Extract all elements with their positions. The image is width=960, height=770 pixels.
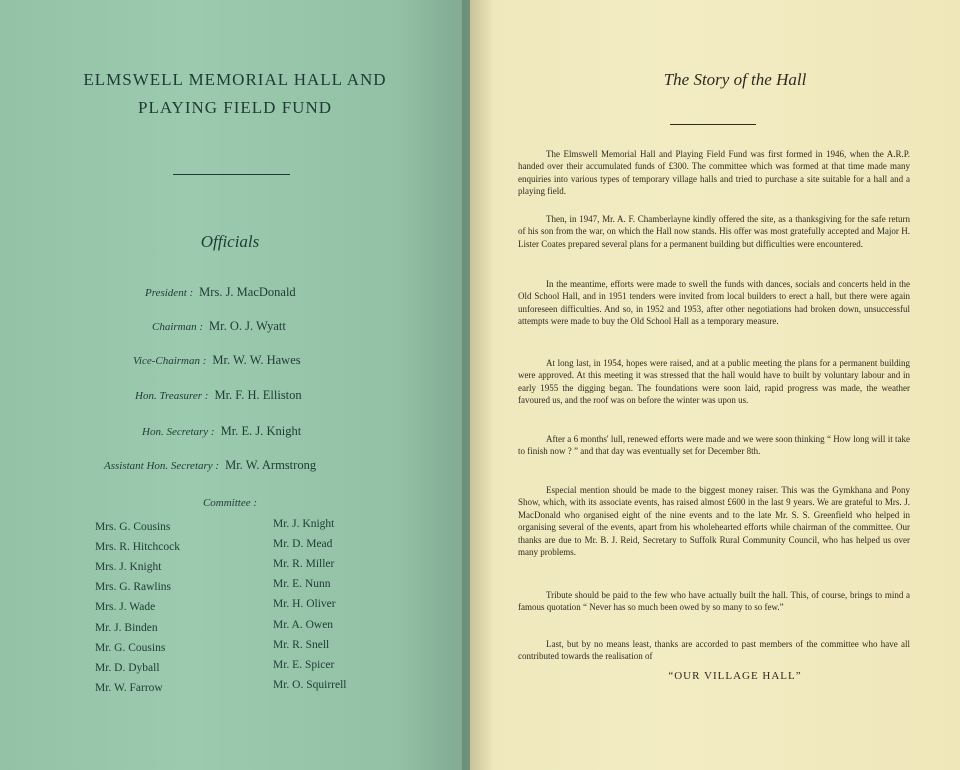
official-name: Mr. W. W. Hawes bbox=[212, 353, 301, 367]
committee-member: Mr. A. Owen bbox=[273, 619, 334, 631]
committee-member: Mrs. R. Hitchcock bbox=[95, 541, 180, 553]
official-chairman bbox=[152, 319, 286, 334]
official-name: Mrs. J. MacDonald bbox=[199, 285, 296, 299]
fund-title-line2: PLAYING FIELD FUND bbox=[138, 98, 332, 117]
official-secretary bbox=[142, 424, 301, 439]
committee-member: Mr. E. Nunn bbox=[273, 578, 331, 590]
left-page bbox=[0, 0, 470, 770]
fund-title-line1: ELMSWELL MEMORIAL HALL AND bbox=[83, 70, 387, 89]
committee-heading: Committee : bbox=[202, 497, 258, 509]
officials-heading: Officials bbox=[200, 232, 260, 251]
story-paragraph: In the meantime, efforts were made to swell the funds with dances, socials and concerts held in the Old School Hall, and in 1951 tenders were invited from local builders to erect a hall, but there were again unforeseen difficulties. And so, in 1952 and 1953, after other negotiations had broken down, unsuccessful attempts were made to buy the Old School Hall as a temporary measure. bbox=[518, 279, 910, 327]
official-name: Mr. E. J. Knight bbox=[220, 424, 302, 438]
official-president bbox=[145, 285, 296, 300]
committee-member: Mrs. G. Rawlins bbox=[95, 581, 172, 593]
right-page bbox=[470, 0, 960, 770]
committee-member: Mr. W. Farrow bbox=[95, 682, 163, 694]
committee-member: Mr. D. Mead bbox=[273, 538, 333, 550]
committee-member: Mrs. G. Cousins bbox=[95, 521, 171, 533]
story-title-divider bbox=[670, 124, 756, 125]
committee-member: Mrs. J. Wade bbox=[95, 601, 156, 613]
official-name: Mr. O. J. Wyatt bbox=[209, 319, 286, 333]
committee-member: Mrs. J. Knight bbox=[95, 561, 162, 573]
story-paragraph: Tribute should be paid to the few who have actually built the hall. This, of course, brings to mind a famous quotation “ Never has so much been owed by so many to so few.” bbox=[518, 590, 910, 613]
official-assistant-secretary bbox=[104, 458, 316, 473]
fund-title bbox=[30, 66, 440, 122]
committee-member: Mr. R. Snell bbox=[273, 639, 330, 651]
committee-member: Mr. D. Dyball bbox=[95, 662, 160, 674]
official-name: Mr. W. Armstrong bbox=[225, 458, 317, 472]
story-paragraph: Then, in 1947, Mr. A. F. Chamberlayne kindly offered the site, as a thanksgiving for the safe return of his son from the war, on which the Hall now stands. His offer was most gratefully accepted and Major H. Lister Coates prepared several plans for a permanent building but difficulties were encountered. bbox=[518, 214, 910, 249]
committee-member: Mr. G. Cousins bbox=[95, 642, 166, 654]
official-role: Hon. Secretary : bbox=[142, 426, 215, 438]
story-paragraph: After a 6 months' lull, renewed efforts were made and we were soon thinking “ How long will it take to finish now ? ” and that day was eventually set for December 8th. bbox=[518, 434, 910, 457]
committee-member: Mr. O. Squirrell bbox=[273, 679, 347, 691]
committee-member: Mr. R. Miller bbox=[273, 558, 335, 570]
committee-member: Mr. H. Oliver bbox=[273, 598, 336, 610]
story-paragraph: Last, but by no means least, thanks are accorded to past members of the committee who have all contributed towards the realisation of bbox=[518, 639, 910, 662]
story-title: The Story of the Hall bbox=[663, 70, 807, 89]
title-divider bbox=[173, 174, 290, 175]
official-name: Mr. F. H. Elliston bbox=[214, 388, 302, 402]
official-role: Hon. Treasurer : bbox=[135, 390, 209, 402]
official-vice-chairman bbox=[133, 353, 301, 368]
closing-line: “OUR VILLAGE HALL” bbox=[668, 670, 802, 682]
official-role: Vice-Chairman : bbox=[133, 355, 207, 367]
committee-member: Mr. J. Knight bbox=[273, 518, 335, 530]
story-paragraph: Especial mention should be made to the biggest money raiser. This was the Gymkhana and Pony Show, which, with its associate events, has raised almost £600 in the last 9 years. We are grateful to Mrs. J. MacDonald who organised eight of the nine events and to the late Mr. S. S. Greenfield who helped in organising several of the events, apart from his wholehearted efforts while chairman of the committee. Our thanks are due to Mr. B. J. Reid, Secretary to Suffolk Rural Community Council, who has helped us over many problems. bbox=[518, 485, 910, 558]
official-role: Assistant Hon. Secretary : bbox=[104, 460, 220, 472]
committee-member: Mr. J. Binden bbox=[95, 622, 158, 634]
official-role: President : bbox=[145, 287, 194, 299]
committee-member: Mr. E. Spicer bbox=[273, 659, 335, 671]
official-treasurer bbox=[135, 388, 302, 403]
story-paragraph: The Elmswell Memorial Hall and Playing Field Fund was first formed in 1946, when the A.R.P. handed over their accumulated funds of £300. The committee which was formed at that time made many enquiries into various types of temporary village halls and tried to purchase a site suitable for a hall and a playing field. bbox=[518, 149, 910, 197]
story-paragraph: At long last, in 1954, hopes were raised, and at a public meeting the plans for a permanent building were approved. At this meeting it was stressed that the hall would have to built by voluntary labour and in early 1955 the digging began. The foundations were soon laid, rapid progress was made, the weather favoured us, and the roof was on before the winter was upon us. bbox=[518, 358, 910, 406]
official-role: Chairman : bbox=[152, 321, 204, 333]
